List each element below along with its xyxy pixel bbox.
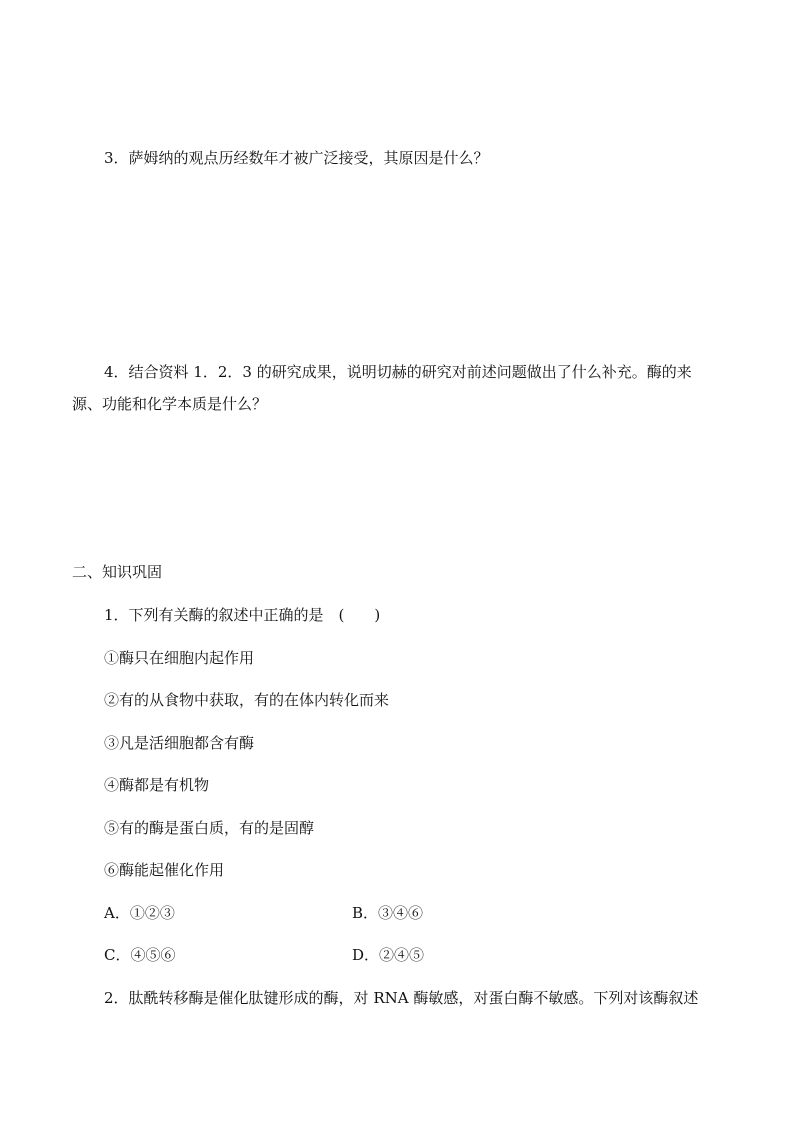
choice-a: A．①②③ [104,904,175,922]
statement-1: ①酶只在细胞内起作用 [104,649,255,667]
choice-c: C．④⑤⑥ [104,946,176,964]
question-3: 3．萨姆纳的观点历经数年才被广泛接受，其原因是什么？ [104,149,489,167]
statement-2: ②有的从食物中获取，有的在体内转化而来 [104,691,390,709]
quiz-2-stem: 2．肽酰转移酶是催化肽键形成的酶，对 RNA 酶敏感，对蛋白酶不敏感。下列对该酶叙述 [104,989,699,1007]
question-4-line-1: 4．结合资料 1．2．3 的研究成果，说明切赫的研究对前述问题做出了什么补充。酶的来 [104,363,692,381]
statement-3: ③凡是活细胞都含有酶 [104,734,255,752]
statement-5: ⑤有的酶是蛋白质，有的是固醇 [104,819,315,837]
choice-b: B．③④⑥ [352,904,424,922]
section-title: 二、知识巩固 [72,563,163,581]
quiz-1-stem: 1．下列有关酶的叙述中正确的是 ( ) [104,606,381,624]
choice-d: D．②④⑤ [352,946,425,964]
question-4-line-2: 源、功能和化学本质是什么？ [72,395,268,413]
statement-4: ④酶都是有机物 [104,776,210,794]
statement-6: ⑥酶能起催化作用 [104,861,225,879]
